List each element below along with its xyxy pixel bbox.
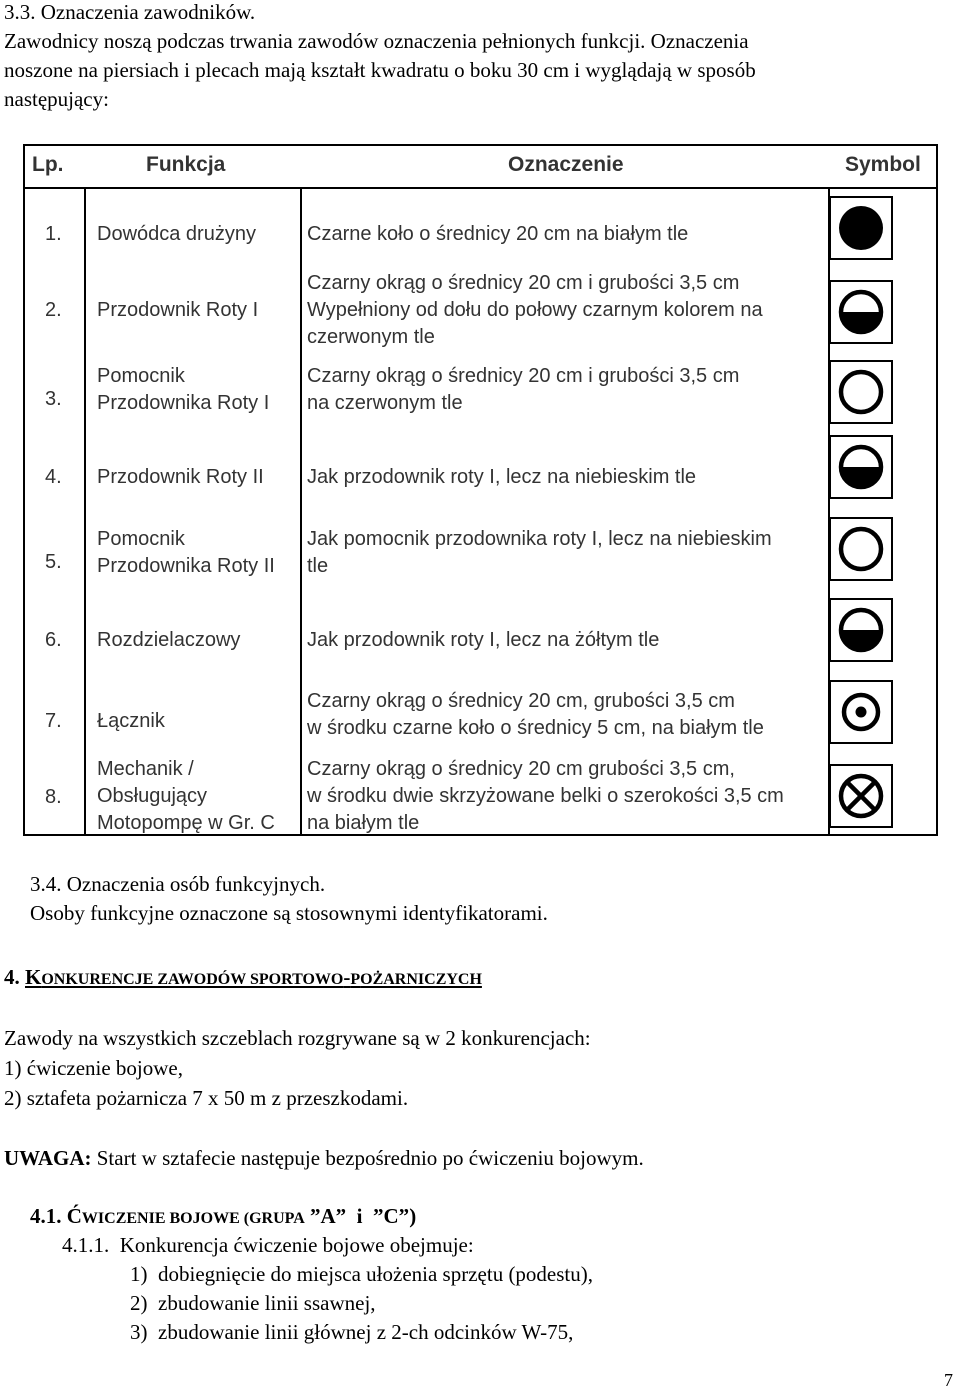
row-8-funkcja-line-3: Motopompę w Gr. C (97, 812, 275, 834)
row-8-oznaczenie-line-1: Czarny okrąg o średnicy 20 cm grubości 3,5 cm, (307, 758, 735, 780)
row-3-lp: 3. (45, 388, 62, 410)
row-3-oznaczenie-line-1: Czarny okrąg o średnicy 20 cm i grubości 3,5 cm (307, 365, 740, 387)
row-6-lp: 6. (45, 629, 62, 651)
row-2-oznaczenie-line-2: Wypełniony od dołu do połowy czarnym kolorem na (307, 299, 763, 321)
half-filled-circle-icon (829, 280, 893, 344)
row-5-funkcja-line-2: Przodownika Roty II (97, 555, 275, 577)
row-2-lp: 2. (45, 299, 62, 321)
note-label: UWAGA: (4, 1146, 92, 1170)
section-4-1-number: 4.1. (30, 1204, 62, 1228)
section-4-1-1-item-2: 2) zbudowanie linii ssawnej, (130, 1291, 376, 1315)
row-6-oznaczenie: Jak przodownik roty I, lecz na żółtym tle (307, 629, 660, 651)
ring-with-cross-icon (829, 764, 893, 828)
row-3-oznaczenie-line-2: na czerwonym tle (307, 392, 463, 414)
row-4-oznaczenie: Jak przodownik roty I, lecz na niebieskim tle (307, 466, 697, 488)
row-7-oznaczenie-line-2: w środku czarne koło o średnicy 5 cm, na białym tle (307, 717, 764, 739)
row-5-oznaczenie-line-2: tle (307, 555, 329, 577)
row-7-funkcja: Łącznik (97, 710, 165, 732)
row-1-oznaczenie: Czarne koło o średnicy 20 cm na białym tle (307, 223, 689, 245)
row-8-oznaczenie-line-3: na białym tle (307, 812, 420, 834)
note-text: Start w sztafecie następuje bezpośrednio po ćwiczeniu bojowym. (91, 1146, 644, 1170)
row-1-lp: 1. (45, 223, 62, 245)
row-8-funkcja-line-1: Mechanik / (97, 758, 194, 780)
section-4-item-2: 2) sztafeta pożarnicza 7 x 50 m z przeszkodami. (4, 1086, 409, 1110)
ring-icon (829, 360, 893, 424)
row-3-funkcja-line-1: Pomocnik (97, 365, 185, 387)
row-7-lp: 7. (45, 710, 62, 732)
section-4-1-title-part: ”A” i ”C” (304, 1204, 410, 1228)
section-4-number: 4. (4, 965, 20, 989)
section-4-title-part: P (350, 971, 361, 988)
ring-with-dot-icon (829, 680, 893, 744)
row-5-lp: 5. (45, 551, 62, 573)
table-right-border (936, 187, 938, 836)
section-3-3-heading: 3.3. Oznaczenia zawodników. (4, 0, 256, 24)
functions-table (23, 144, 938, 836)
section-4-1-title-part: WICZENIE BOJOWE ( (81, 1210, 250, 1227)
row-8-oznaczenie-line-2: w środku dwie skrzyżowane belki o szerokości 3,5 cm (307, 785, 784, 807)
page-number: 7 (944, 1370, 953, 1390)
section-4-title-part: - (343, 965, 351, 989)
ring-icon (829, 517, 893, 581)
section-3-3-para-line-1: Zawodnicy noszą podczas trwania zawodów oznaczenia pełnionych funkcji. Oznaczenia (4, 29, 749, 53)
half-filled-circle-icon (829, 435, 893, 499)
row-5-funkcja-line-1: Pomocnik (97, 528, 185, 550)
row-2-oznaczenie-line-3: czerwonym tle (307, 326, 435, 348)
section-3-4-heading: 3.4. Oznaczenia osób funkcyjnych. (30, 872, 326, 896)
section-3-3-para-line-3: następujący: (4, 87, 109, 111)
section-4-1-title-part: ) (409, 1204, 417, 1228)
row-3-funkcja-line-2: Przodownika Roty I (97, 392, 270, 414)
row-4-lp: 4. (45, 466, 62, 488)
section-4-title-part: OŻARNICZYCH (360, 971, 482, 988)
table-left-border (23, 187, 25, 836)
row-8-lp: 8. (45, 786, 62, 808)
section-4-intro: Zawody na wszystkich szczeblach rozgrywane są w 2 konkurencjach: (4, 1026, 591, 1050)
row-8-funkcja-line-2: Obsługujący (97, 785, 208, 807)
row-2-funkcja: Przodownik Roty I (97, 299, 259, 321)
section-4-heading (4, 964, 482, 993)
section-3-3-para-line-2: noszone na piersiach i plecach mają kształt kwadratu o boku 30 cm i wyglądają w sposób (4, 58, 756, 82)
half-filled-circle-icon (829, 598, 893, 662)
section-4-item-1: 1) ćwiczenie bojowe, (4, 1056, 184, 1080)
filled-circle-icon (829, 196, 893, 260)
row-5-oznaczenie-line-1: Jak pomocnik przodownika roty I, lecz na niebieskim (307, 528, 772, 550)
section-4-1-heading (30, 1203, 416, 1232)
section-4-1-title-part: Ć (66, 1204, 82, 1228)
row-1-funkcja: Dowódca drużyny (97, 223, 256, 245)
section-4-title-part: ONKURENCJE ZAWODÓW SPORTOWO (41, 971, 344, 988)
header-funkcja: Funkcja (146, 153, 226, 176)
section-4-1-1-heading: 4.1.1. Konkurencja ćwiczenie bojowe obejmuje: (62, 1233, 474, 1257)
header-oznaczenie: Oznaczenie (508, 153, 624, 176)
row-6-funkcja: Rozdzielaczowy (97, 629, 241, 651)
row-4-funkcja: Przodownik Roty II (97, 466, 264, 488)
section-4-1-1-item-1: 1) dobiegnięcie do miejsca ułożenia sprzętu (podestu), (130, 1262, 594, 1286)
header-lp: Lp. (32, 153, 64, 176)
section-4-note (4, 1145, 644, 1172)
section-4-1-1-item-3: 3) zbudowanie linii głównej z 2-ch odcinków W-75, (130, 1320, 574, 1344)
section-4-1-title-part: GRUPA (249, 1210, 305, 1227)
col-sep-oznaczenie (300, 187, 302, 836)
row-7-oznaczenie-line-1: Czarny okrąg o średnicy 20 cm, grubości 3,5 cm (307, 690, 735, 712)
section-3-4-text: Osoby funkcyjne oznaczone są stosownymi identyfikatorami. (30, 901, 548, 925)
header-symbol: Symbol (845, 153, 921, 176)
section-4-title-part: K (25, 965, 42, 989)
col-sep-funkcja (84, 187, 86, 836)
row-2-oznaczenie-line-1: Czarny okrąg o średnicy 20 cm i grubości 3,5 cm (307, 272, 740, 294)
